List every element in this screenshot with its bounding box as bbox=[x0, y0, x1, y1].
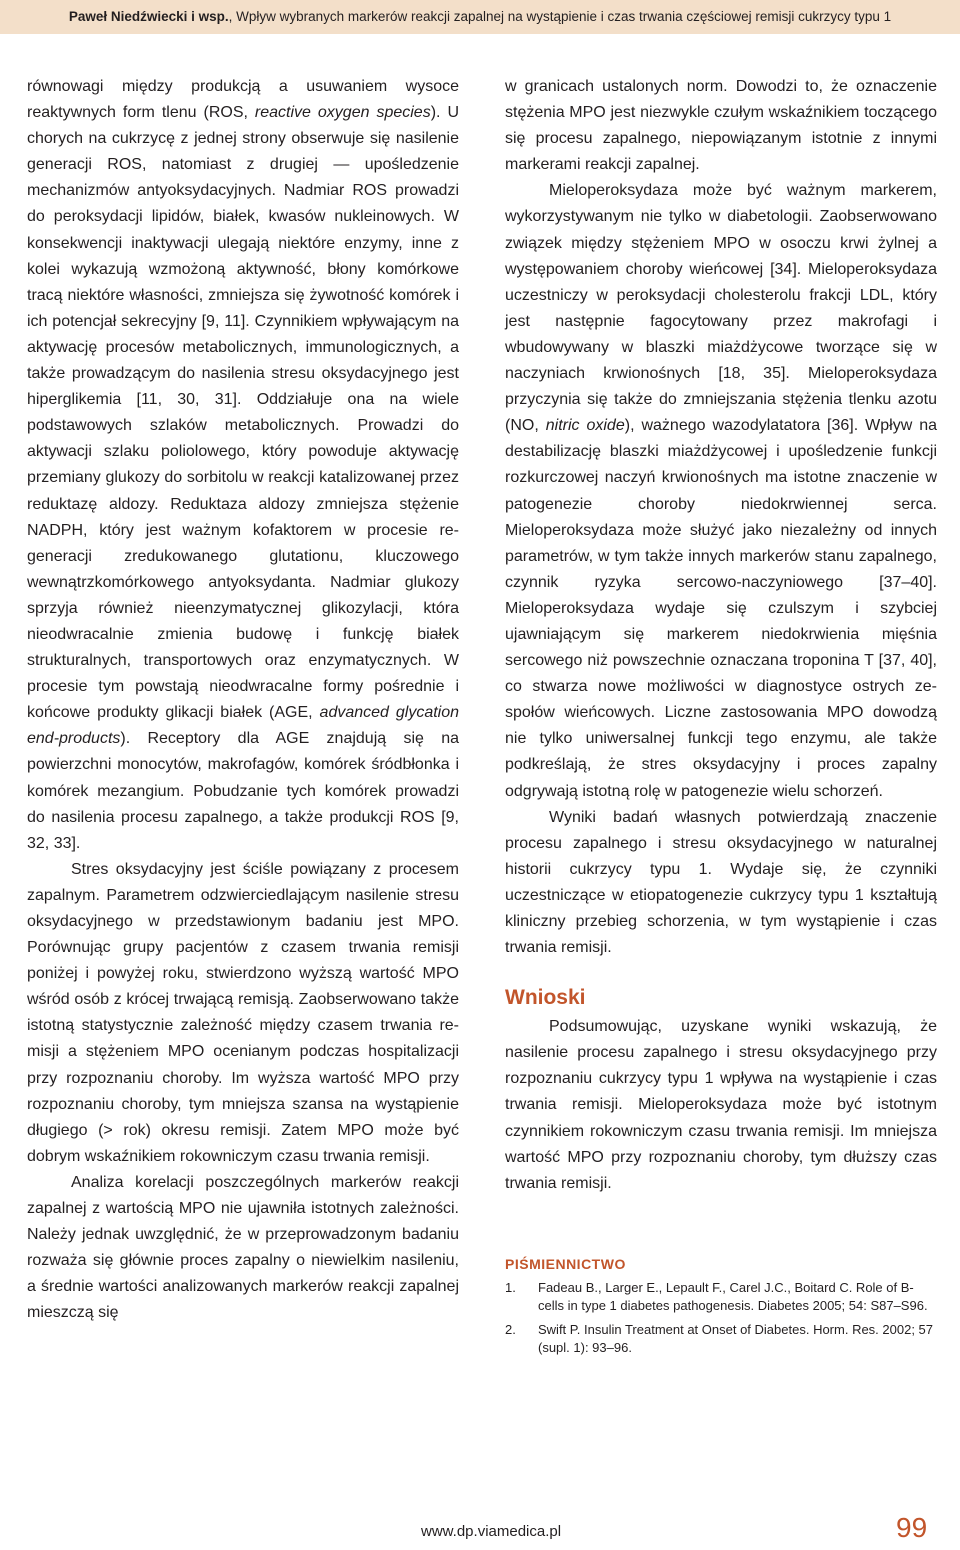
reference-number: 1. bbox=[505, 1279, 516, 1295]
left-column bbox=[27, 74, 459, 1327]
running-header bbox=[0, 0, 960, 34]
reference-number: 2. bbox=[505, 1321, 516, 1337]
paragraph-oxidative-stress: równowagi między produkcją a usuwaniem wysoce reaktywnych form tlenu (ROS, reactive oxygen species). U chorych na cukrzycę z jednej strony obserwuje się nasilenie generacji ROS, natomiast z drugiej — upośledzenie mechanizmów antyoksydacyjnych. Nadmiar ROS prowadzi do peroksydacji lipidów, białek, kwasów nukleinowych. W konsekwencji inaktywacji ulegają niektóre enzymy, inne z kolei wykazują wzmożoną aktywność, błony komórkowe tracą niektóre własności, zmniejsza się żywotność komórek i ich potencjał sekrecyjny [9, 11]. Czynnikiem wpływającym na aktywację procesów metabolicznych, immunologicznych, a także prowadzącym do nasilenia stresu oksydacyjnego jest hiperglikemia [11, 30, 31]. Oddziałuje ona na wiele podstawowych szlaków metabolicznych. Prowadzi do aktywacji szlaku poliolowego, który powoduje aktywację przemiany glukozy do sorbitolu w reakcji katalizowanej przez reduktazę aldozy. Reduktaza aldozy zmniejsza stężenie NADPH, który jest ważnym kofaktorem w procesie regeneracji zredukowanego glutationu, kluczowego wewnątrzkomórkowego antyoksydanta. Nadmiar glukozy sprzyja również nieenzymatycznej glikozylacji, która nieodwracalnie zmienia budowę i funkcję białek strukturalnych, transportowych oraz enzymatycznych. W procesie tym powstają nieodwracalne formy pośrednie i końcowe produkty glikacji białek (AGE, advanced glycation end-products). Receptory dla AGE znajdują się na powierzchni monocytów, makrofagów, komórek śródbłonka i komórek mezangium. Pobudzanie tych komórek prowadzi do nasilenia procesu zapalnego, a także produkcji ROS [9, 32, 33]. bbox=[27, 78, 460, 852]
header-article-title: , Wpływ wybranych markerów reakcji zapalnej na wystąpienie i czas trwania częściowej remisji cukrzycy typu 1 bbox=[228, 9, 892, 24]
reference-text: Swift P. Insulin Treatment at Onset of Diabetes. Horm. Res. 2002; 57 (supl. 1): 93–96. bbox=[538, 1321, 934, 1356]
paragraph-own-results: Wyniki badań własnych potwierdzają znaczenie procesu zapalnego i stresu oksydacyjnego w naturalnej historii cukrzycy typu 1. Wydaje się, że czynniki uczestniczące w etiopatogenezie cukrzycy typu 1 kształtują kliniczny przebieg schorzenia, w tym wystąpienie i czas trwania remisji. bbox=[505, 808, 937, 957]
paragraph-correlation-analysis: Analiza korelacji poszczególnych markerów reakcji zapalnej z wartością MPO nie ujawniła istotnych zależności. Należy jednak uwzględnić, że w przeprowadzonym badaniu rozważa się głównie proces zapalny o niewielkim nasileniu, a średnie wartości analizowanych markerów reakcji zapalnej mieszczą się bbox=[27, 1173, 459, 1322]
journal-url-link[interactable]: www.dp.viamedica.pl bbox=[421, 1523, 562, 1540]
paragraph-conclusions: Podsumowując, uzyskane wyniki wskazują, że nasilenie procesu zapalnego i stresu oksydacyjnego przy rozpoznaniu cukrzycy typu 1 wpływa na wystąpienie i czas trwania remisji. Mieloperoksydaza może być istotnym czynnikiem rokowniczym czasu trwania remisji. Im mniejsza wartość MPO przy rozpoznaniu choroby, tym dłuższy czas trwania remisji. bbox=[505, 1018, 937, 1192]
paragraph-mpo-cardiology: Mieloperoksydaza może być ważnym markerem, wykorzystywanym nie tylko w diabetologii. Zaobserwowano związek między stężeniem MPO w osoczu krwi żylnej a występowaniem choroby wieńcowej [34]. Mieloperoksydaza uczestniczy w peroksydacji cholesterolu frakcji LDL, który jest następnie fagocytowany przez makrofagi i wbudowywany w blaszki miażdżycowe tworzące się w naczyniach krwionośnych [18, 35]. Mieloperoksydaza przyczynia się także do zmniejszania stężenia tlenku azotu (NO, nitric oxide), ważnego wazodylatatora [36]. Wpływ na destabilizację blaszki miażdżycowej i upośledzenie funkcji rozkurczowej naczyń krwionośnych ma istotne znaczenie w patogenezie choroby niedokrwiennej serca. Mieloperoksydaza może służyć jako niezależny od innych parametrów, w tym także innych markerów stanu zapalnego, czynnik ryzyka sercowo-naczyniowego [37–40]. Mieloperoksydaza wydaje się czulszym i szybciej ujawniającym się markerem niedokrwienia mięśnia sercowego niż powszechnie oznaczana troponina T [37, 40], co stwarza nowe możliwości w diagnostyce ostrych zespołów wieńcowych. Liczne zastosowania MPO dowodzą nie tylko uniwersalnej funkcji tego enzymu, ale także podkreślają, że stres oksydacyjny i proces zapalny odgrywają istotną rolę w patogenezie wielu schorzeń. bbox=[505, 182, 938, 800]
page-number: 99 bbox=[896, 1512, 928, 1543]
conclusions-heading: Wnioski bbox=[505, 986, 586, 1010]
reference-item bbox=[505, 1321, 937, 1358]
paragraph-mpo-remission: Stres oksydacyjny jest ściśle powiązany z procesem zapalnym. Parametrem odzwierciedlającym nasilenie stresu oksydacyjnego w przedstawionym badaniu jest MPO. Porównując grupy pacjentów z czasem trwania remisji poniżej i powyżej roku, stwierdzono wyższą wartość MPO wśród osób z krócej trwającą remisją. Zaobserwowano także istotną statystycznie zależność między czasem trwania remisji a stężeniem MPO ocenianym podczas hospitalizacji przy rozpoznaniu choroby. Im wyższa wartość MPO przy rozpoznaniu choroby, tym mniejsza szansa na wystąpienie długiego (> rok) okresu remisji. Zatem MPO może być dobrym wskaźnikiem rokowniczym czasu trwania remisji. bbox=[27, 860, 459, 1165]
header-authors: Paweł Niedźwiecki i wsp. bbox=[68, 9, 229, 24]
right-column bbox=[505, 74, 937, 1363]
references-heading: PIŚMIENNICTWO bbox=[505, 1255, 626, 1272]
references-list bbox=[505, 1279, 937, 1358]
reference-item bbox=[505, 1279, 937, 1316]
reference-text: Fadeau B., Larger E., Lepault F., Carel J.C., Boitard C. Role of B-cells in type 1 diabetes pathogenesis. Diabetes 2005; 54: S87–S96. bbox=[538, 1279, 928, 1314]
paragraph-norms: w granicach ustalonych norm. Dowodzi to, że oznaczenie stężenia MPO jest niezwykle czułym wskaźnikiem toczącego się procesu zapalnego, niepowiązanym istotnie z innymi markerami reakcji zapalnej. bbox=[505, 78, 937, 174]
